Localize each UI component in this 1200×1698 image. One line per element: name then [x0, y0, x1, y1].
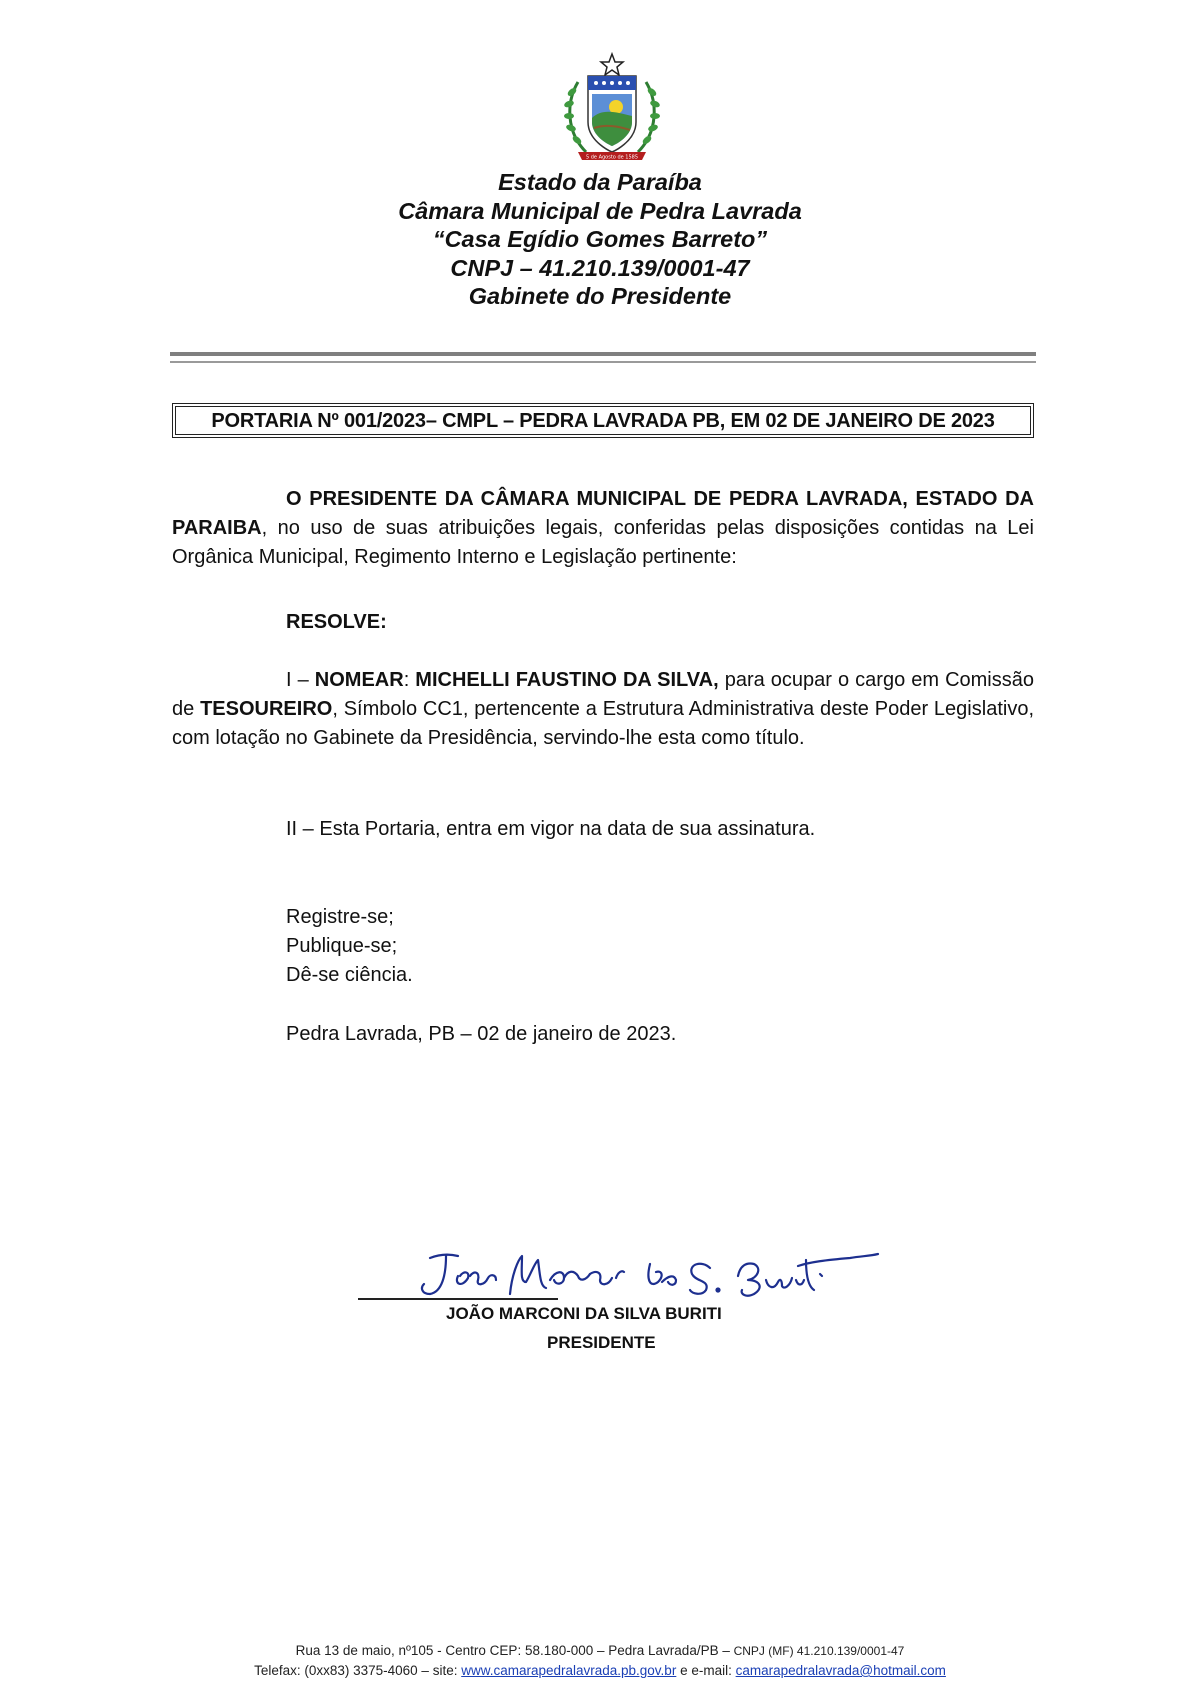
item-1-action: NOMEAR: [314, 669, 404, 691]
state-name: Estado da Paraíba: [498, 169, 702, 195]
closing-publish: Publique-se;: [286, 935, 398, 957]
office-name: Gabinete do Presidente: [468, 283, 732, 309]
closing-register: Registre-se;: [286, 906, 394, 928]
signatory-name: JOÃO MARCONI DA SILVA BURITI: [446, 1304, 722, 1323]
intro-text: , no uso de suas atribuições legais, conferidas pelas disposições contidas na Lei Orgânica Municipal, Regimento Interno e Legislação pertinente:: [172, 517, 1034, 568]
position-title: TESOUREIRO: [200, 698, 333, 720]
house-name: “Casa Egídio Gomes Barreto”: [432, 226, 768, 252]
resolve-heading: RESOLVE:: [286, 611, 387, 633]
svg-text:5 de Agosto de 1585: 5 de Agosto de 1585: [585, 154, 639, 161]
footer: [0, 1641, 1200, 1681]
footer-site-link[interactable]: www.camarapedralavrada.pb.gov.br: [461, 1663, 677, 1678]
footer-email-link[interactable]: camarapedralavrada@hotmail.com: [735, 1663, 946, 1678]
intro-bold: O PRESIDENTE DA CÂMARA MUNICIPAL DE PEDRA LAVRADA, ESTADO DA PARAIBA: [172, 488, 1034, 539]
item-1-colon: :: [403, 669, 416, 691]
header-divider-thick: [170, 352, 1036, 356]
signatory-role: PRESIDENTE: [547, 1333, 656, 1352]
intro-paragraph: [172, 485, 1034, 572]
item-1-prefix: I –: [286, 669, 315, 691]
appointee-name: MICHELLI FAUSTINO DA SILVA,: [415, 669, 719, 691]
footer-telefax: Telefax: (0xx83) 3375-4060 – site:: [254, 1663, 462, 1678]
cnpj: CNPJ – 41.210.139/0001-47: [450, 254, 750, 281]
item-1-rest: , Símbolo CC1, pertencente a Estrutura Administrativa deste Poder Legislativo, com lotação no Gabinete da Presidência, servindo-lhe esta como título.: [172, 698, 1034, 749]
item-1-paragraph: [172, 666, 1034, 753]
footer-cnpj: CNPJ (MF) 41.210.139/0001-47: [733, 1644, 905, 1658]
coat-of-arms-icon: [556, 52, 668, 172]
footer-address: Rua 13 de maio, nº105 - Centro CEP: 58.180-000 – Pedra Lavrada/PB –: [295, 1643, 734, 1658]
item-1-mid: para ocupar o cargo em Comissão de: [172, 669, 1034, 720]
chamber-name: Câmara Municipal de Pedra Lavrada: [398, 197, 802, 224]
signature-line: [358, 1298, 558, 1300]
header-divider-thin: [170, 361, 1036, 363]
date-line: Pedra Lavrada, PB – 02 de janeiro de 2023.: [286, 1023, 677, 1045]
closing-notice: Dê-se ciência.: [286, 964, 413, 986]
footer-email-label: e e-mail:: [676, 1663, 736, 1678]
letterhead: [0, 168, 1200, 311]
item-2: II – Esta Portaria, entra em vigor na data de sua assinatura.: [286, 818, 816, 840]
document-title-box: [172, 403, 1034, 438]
document-title: PORTARIA Nº 001/2023– CMPL – PEDRA LAVRADA PB, EM 02 DE JANEIRO DE 2023: [211, 410, 995, 432]
